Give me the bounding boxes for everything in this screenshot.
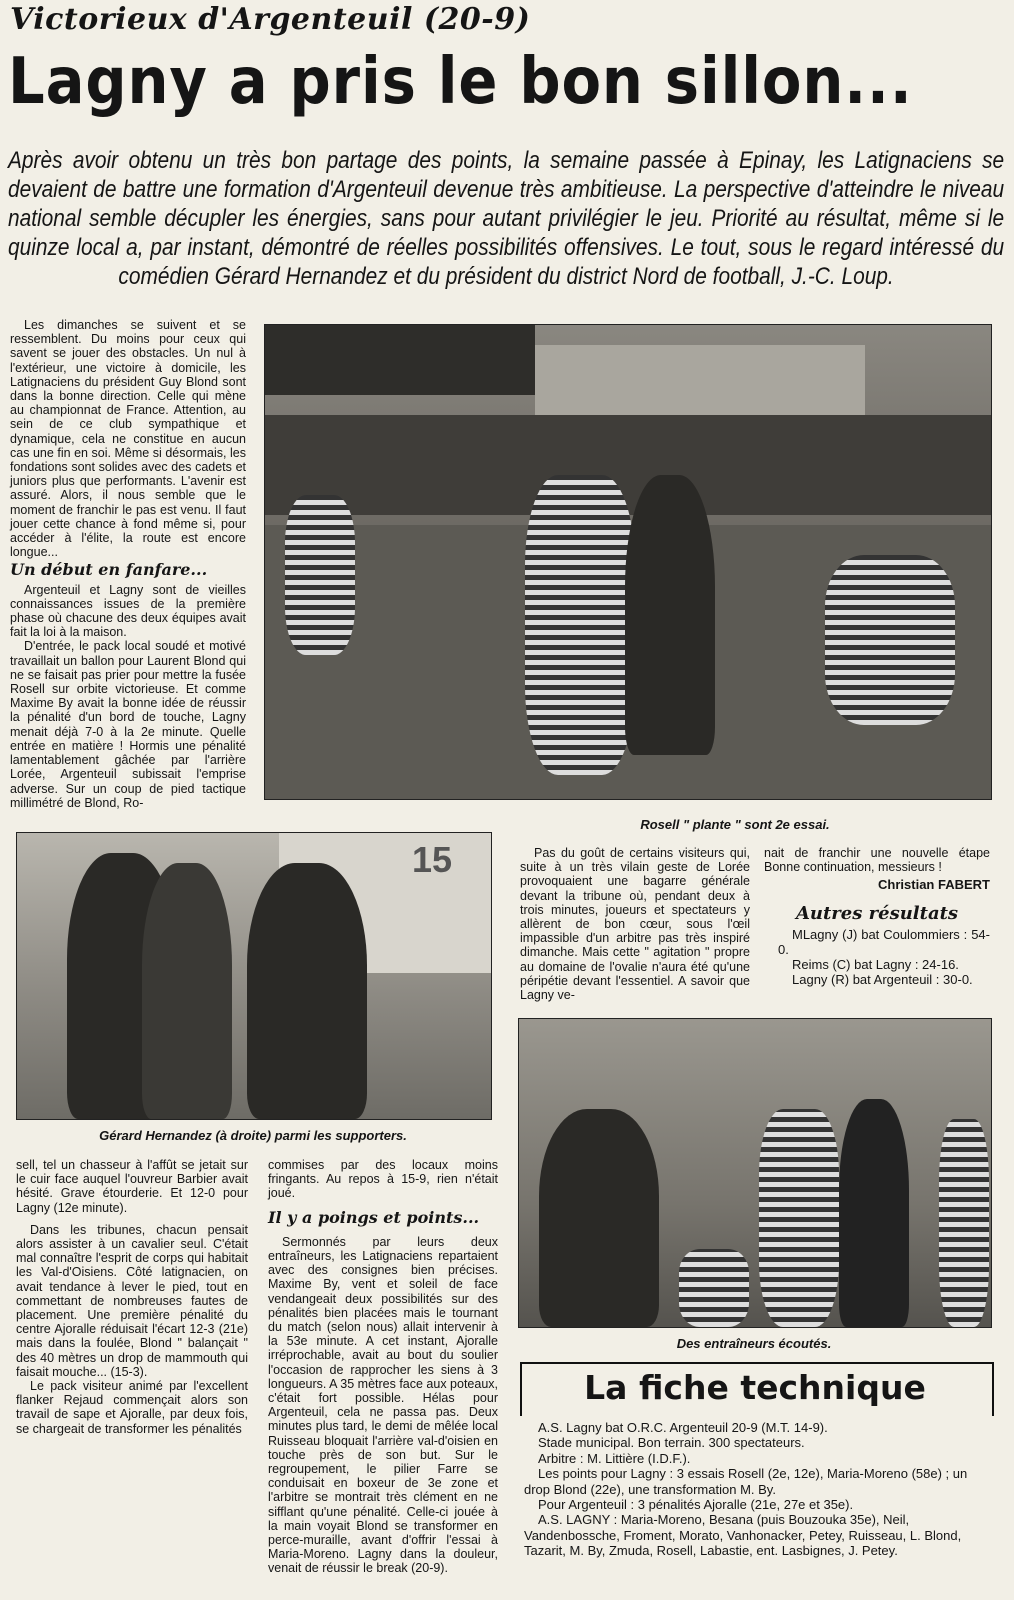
fiche-line: A.S. Lagny bat O.R.C. Argenteuil 20-9 (M.T. 14-9).	[538, 1420, 828, 1435]
paragraph: Le pack visiteur animé par l'excellent flanker Rejaud commençait alors son travail de sape et Ajoralle, par deux fois, se chargeait de transformer les pénalités	[16, 1379, 248, 1436]
column-bottom-mid	[268, 1158, 498, 1576]
gerard-hernandez	[247, 863, 367, 1119]
result-line: MLagny (J) bat Coulommiers : 54-0.	[778, 926, 990, 957]
column-mid-right	[520, 846, 750, 1002]
photo-sign-number: 15	[412, 839, 453, 880]
subheading: Un début en fanfare...	[10, 560, 208, 580]
photo-rugby-match	[264, 324, 992, 800]
player	[939, 1119, 989, 1327]
column-left-top	[10, 318, 246, 810]
player	[679, 1249, 749, 1327]
column-bottom-left	[16, 1158, 248, 1436]
photo-grandstand	[265, 325, 535, 395]
column-right	[764, 846, 990, 987]
player	[539, 1109, 659, 1327]
result-line: Lagny (R) bat Argenteuil : 30-0.	[792, 971, 973, 987]
results-title: Autres résultats	[795, 902, 959, 924]
player	[285, 495, 355, 655]
supporter	[142, 863, 232, 1119]
fiche-line: Pour Argenteuil : 3 pénalités Ajoralle (21e, 27e et 35e).	[538, 1497, 854, 1513]
photo-crowd	[265, 415, 991, 515]
paragraph: Dans les tribunes, chacun pensait alors assister à un cavalier seul. C'était mal connaître l'esprit de corps qui habitait les Val-d'Oisiens. Côté latignacien, on avait tendance à lever le pied, tout en commettant de nombreuses fautes de placement. Une première pénalité du centre Ajoralle réduisait l'écart 12-3 (21e) mais dans la foulée, Blond " balançait " des 40 mètres un drop de mammouth qui faisait mouche... (15-3).	[16, 1222, 248, 1379]
fiche-title: La fiche technique	[584, 1368, 926, 1407]
photo-coaches	[518, 1018, 992, 1328]
paragraph: Les dimanches se suivent et se ressemblent. Du moins pour ceux qui savent se jouer des obstacles. Un nul à l'extérieur, une victoire à domicile, les Latignaciens du président Guy Blond sont dans la bonne direction. Celle qui mène au championnat de France. Attention, au sein de ce club sympathique et dynamique, cela ne constitue en aucun cas une fin en soi. Même si désormais, les fondations sont solides avec des cadets et juniors plus que performants. L'avenir est assuré. Alors, il nous semble que le moment de franchir le pas est venu. Il faut jouer cette chance à fond même si, pour accéder à l'élite, la route est encore longue...	[10, 318, 246, 560]
player	[525, 475, 635, 775]
paragraph: Argenteuil et Lagny sont de vieilles connaissances issues de la première phase où chacune des deux équipes avait fait la loi à la maison.	[10, 582, 246, 640]
fiche-line: Arbitre : M. Littière (I.D.F.).	[538, 1450, 691, 1466]
paragraph: commises par des locaux moins fringants. Au repos à 15-9, rien n'était joué.	[268, 1158, 498, 1201]
player	[625, 475, 715, 755]
coach	[839, 1099, 909, 1327]
paragraph: nait de franchir une nouvelle étape Bonne continuation, messieurs !	[764, 846, 990, 875]
headline: Lagny a pris le bon sillon...	[8, 45, 913, 119]
fiche-line: A.S. LAGNY : Maria-Moreno, Besana (puis Bouzouka 35e), Neil, Vandenbossche, Froment, Morato, Vanhonacker, Petey, Ruisseau, L. Blond, Tazarit, M. By, Zmuda, Rosell, Labastie, ent. Lasbignes, J. Petey.	[524, 1512, 962, 1559]
player	[825, 555, 955, 725]
paragraph: Sermonnés par leurs deux entraîneurs, les Latignaciens repartaient avec des consignes bien précises. Maxime By, vent et soleil de face vendangeait deux possibilités sur des pénalités bien placées mais le tournant du match (selon nous) allait intervenir à la 53e minute. A cet instant, Ajoralle irréprochable, avait au bout du soulier l'occasion de rapprocher les siens à 3 longueurs. A 35 mètres face aux poteaux, c'était fort possible. Hélas pour Argenteuil, cela ne passa pas. Deux minutes plus tard, le demi de mêlée local Ruisseau bloquait l'arrière val-d'oisien en touche près de son but. Sur le regroupement, le pilier Farre se conduisait en boxeur de 3e zone et l'arbitre se montrait très clément en ne sifflant qu'une pénalité. Celle-ci jouée à la main voyait Blond se transformer en perce-muraille, avant d'offrir l'essai à Maria-Moreno. Lagny dans la douleur, venait de réussir le break (20-9).	[268, 1234, 499, 1576]
results-list	[764, 927, 990, 987]
fiche-line: Stade municipal. Bon terrain. 300 spectateurs.	[538, 1435, 805, 1451]
caption-photo-3: Des entraîneurs écoutés.	[676, 1336, 832, 1351]
paragraph: D'entrée, le pack local soudé et motivé travaillait un ballon pour Laurent Blond qui ne se faisait pas prier pour mettre la fusée Rosell sur orbite victorieuse. Et comme Maxime By avait la bonne idée de réussir la pénalité d'un bord de touche, Lagny menait déjà 7-0 à la 2e minute. Quelle entrée en matière ! Hormis une pénalité lamentablement gâchée par l'arrière Lorée, Argenteuil subissait l'emprise adverse. Sur un coup de pied tactique millimétré de Blond, Ro-	[10, 639, 246, 810]
fiche-content	[524, 1420, 990, 1559]
photo-supporters	[16, 832, 492, 1120]
lead-paragraph: Après avoir obtenu un très bon partage des points, la semaine passée à Epinay, les Latignaciens se devaient de battre une formation d'Argenteuil devenue très ambitieuse. La perspective d'atteindre le niveau national semble décupler les énergies, sans pour autant privilégier le jeu. Priorité au résultat, même si le quinze local a, par instant, démontré de réelles possibilités offensives. Le tout, sous le regard intéressé du comédien Gérard Hernandez et du président du district Nord de football, J.-C. Loup.	[8, 147, 1005, 290]
kicker: Victorieux d'Argenteuil (20-9)	[10, 2, 531, 37]
subheading: Il y a poings et points...	[268, 1207, 480, 1227]
result-line: Reims (C) bat Lagny : 24-16.	[792, 956, 959, 972]
caption-photo-2: Gérard Hernandez (à droite) parmi les supporters.	[99, 1128, 407, 1143]
caption-photo-1: Rosell " plante " sont 2e essai.	[640, 817, 830, 832]
player	[759, 1109, 839, 1327]
paragraph: sell, tel un chasseur à l'affût se jetait sur le cuir face auquel l'ouvreur Barbier avait hésité. Grave étourderie. Et 12-0 pour Lagny (12e minute).	[16, 1158, 248, 1215]
fiche-line: Les points pour Lagny : 3 essais Rosell (2e, 12e), Maria-Moreno (58e) ; un drop Blond (22e), une transformation M. By.	[524, 1466, 968, 1497]
signature: Christian FABERT	[878, 877, 990, 893]
paragraph: Pas du goût de certains visiteurs qui, suite à un très vilain geste de Lorée provoquaient une bagarre générale devant la tribune où, pendant deux à trois minutes, joueurs et spectateurs y allèrent de bon cœur, sous l'œil impassible d'un arbitre pas très inspiré dimanche. Mais cette " agitation " propre au domaine de l'ovalie n'aura été qu'une péripétie devant l'essentiel. A savoir que Lagny ve-	[520, 846, 750, 1003]
